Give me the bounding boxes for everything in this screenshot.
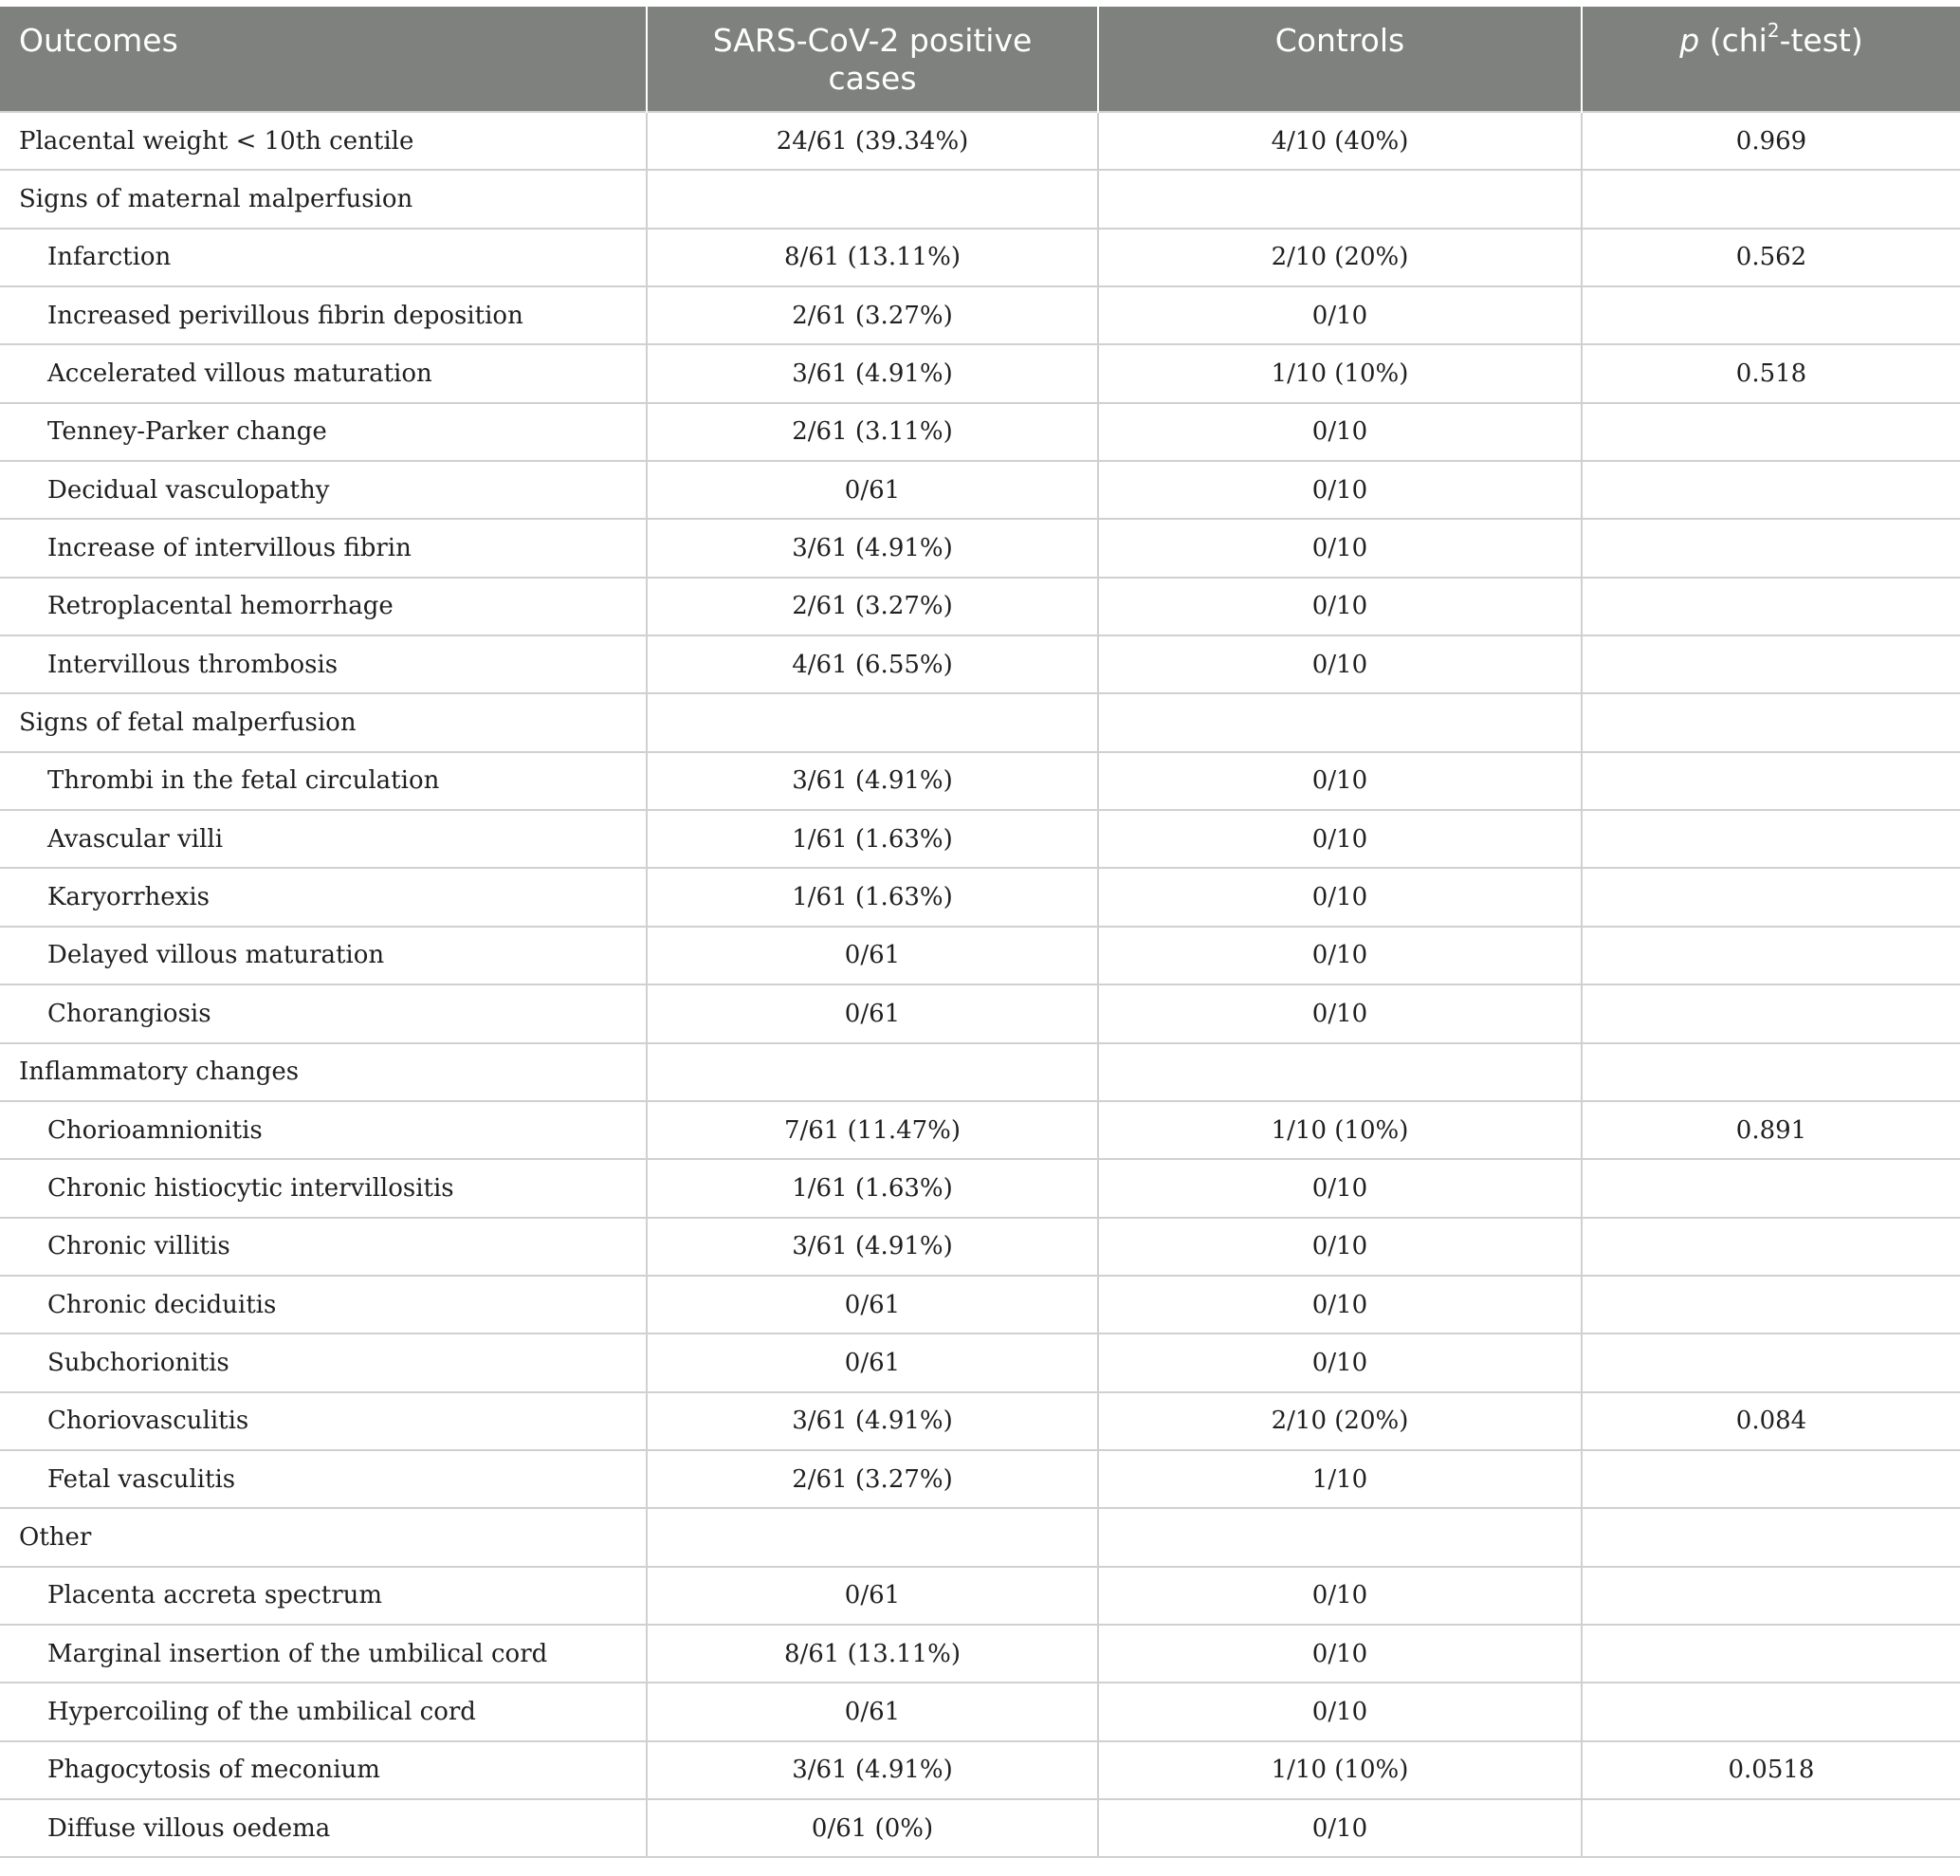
header-p-italic: p	[1679, 22, 1700, 59]
table-row	[0, 461, 1960, 519]
controls-value	[1098, 693, 1582, 751]
table-row	[0, 1333, 1960, 1391]
controls-value: 0/10	[1098, 519, 1582, 577]
p-value	[1582, 1159, 1960, 1217]
p-value	[1582, 1567, 1960, 1625]
controls-value: 0/10	[1098, 984, 1582, 1042]
outcome-label: Fetal vasculitis	[0, 1450, 647, 1508]
outcomes-table	[0, 7, 1960, 1858]
cases-value: 2/61 (3.11%)	[647, 403, 1098, 461]
outcome-label: Thrombi in the fetal circulation	[0, 752, 647, 810]
outcome-label: Diffuse villous oedema	[0, 1799, 647, 1857]
cases-value: 0/61	[647, 461, 1098, 519]
outcome-label: Chorangiosis	[0, 984, 647, 1042]
table-row	[0, 1625, 1960, 1683]
table-row	[0, 1218, 1960, 1276]
controls-value: 0/10	[1098, 286, 1582, 344]
p-value	[1582, 461, 1960, 519]
table-row	[0, 927, 1960, 984]
header-row	[0, 7, 1960, 112]
outcome-label: Placental weight < 10th centile	[0, 112, 647, 170]
p-value	[1582, 984, 1960, 1042]
table-row	[0, 1683, 1960, 1740]
section-row	[0, 693, 1960, 751]
p-value	[1582, 170, 1960, 228]
header-p-value	[1582, 7, 1960, 112]
outcome-label: Karyorrhexis	[0, 868, 647, 926]
controls-value	[1098, 170, 1582, 228]
cases-value: 0/61 (0%)	[647, 1799, 1098, 1857]
controls-value: 0/10	[1098, 403, 1582, 461]
table-row	[0, 752, 1960, 810]
table-row	[0, 344, 1960, 402]
outcome-label: Inflammatory changes	[0, 1043, 647, 1101]
p-value: 0.562	[1582, 229, 1960, 286]
table-row	[0, 1450, 1960, 1508]
cases-value: 3/61 (4.91%)	[647, 344, 1098, 402]
outcome-label: Chronic histiocytic intervillositis	[0, 1159, 647, 1217]
outcome-label: Intervillous thrombosis	[0, 635, 647, 693]
p-value	[1582, 286, 1960, 344]
table-row	[0, 1567, 1960, 1625]
controls-value	[1098, 1043, 1582, 1101]
cases-value: 1/61 (1.63%)	[647, 810, 1098, 868]
outcome-label: Marginal insertion of the umbilical cord	[0, 1625, 647, 1683]
cases-value	[647, 1043, 1098, 1101]
header-cases: SARS-CoV-2 positive cases	[647, 7, 1098, 112]
outcome-label: Choriovasculitis	[0, 1392, 647, 1450]
section-row	[0, 1043, 1960, 1101]
p-value	[1582, 1218, 1960, 1276]
outcome-label: Decidual vasculopathy	[0, 461, 647, 519]
cases-value: 3/61 (4.91%)	[647, 519, 1098, 577]
outcome-label: Signs of maternal malperfusion	[0, 170, 647, 228]
outcome-label: Chronic deciduitis	[0, 1276, 647, 1333]
cases-value: 0/61	[647, 1333, 1098, 1391]
header-controls: Controls	[1098, 7, 1582, 112]
controls-value: 0/10	[1098, 1625, 1582, 1683]
outcome-label: Placenta accreta spectrum	[0, 1567, 647, 1625]
p-value	[1582, 868, 1960, 926]
cases-value: 3/61 (4.91%)	[647, 1741, 1098, 1799]
outcome-label: Avascular villi	[0, 810, 647, 868]
p-value	[1582, 927, 1960, 984]
controls-value: 0/10	[1098, 1567, 1582, 1625]
p-value: 0.0518	[1582, 1741, 1960, 1799]
controls-value: 0/10	[1098, 578, 1582, 635]
controls-value: 1/10 (10%)	[1098, 344, 1582, 402]
controls-value: 0/10	[1098, 752, 1582, 810]
outcome-label: Subchorionitis	[0, 1333, 647, 1391]
outcome-label: Accelerated villous maturation	[0, 344, 647, 402]
p-value	[1582, 578, 1960, 635]
controls-value: 1/10	[1098, 1450, 1582, 1508]
controls-value: 0/10	[1098, 1683, 1582, 1740]
p-value	[1582, 1625, 1960, 1683]
table-row	[0, 1159, 1960, 1217]
cases-value: 0/61	[647, 1567, 1098, 1625]
controls-value: 0/10	[1098, 927, 1582, 984]
table-row	[0, 1276, 1960, 1333]
p-value	[1582, 635, 1960, 693]
controls-value: 0/10	[1098, 1799, 1582, 1857]
section-row	[0, 1508, 1960, 1566]
p-value	[1582, 810, 1960, 868]
cases-value: 3/61 (4.91%)	[647, 1218, 1098, 1276]
cases-value: 3/61 (4.91%)	[647, 1392, 1098, 1450]
controls-value: 4/10 (40%)	[1098, 112, 1582, 170]
cases-value: 2/61 (3.27%)	[647, 286, 1098, 344]
p-value	[1582, 1799, 1960, 1857]
p-value: 0.891	[1582, 1101, 1960, 1159]
p-value	[1582, 1333, 1960, 1391]
table-row	[0, 578, 1960, 635]
outcome-label: Other	[0, 1508, 647, 1566]
header-outcomes: Outcomes	[0, 7, 647, 112]
header-p-rest: (chi	[1699, 22, 1768, 59]
controls-value: 0/10	[1098, 1159, 1582, 1217]
cases-value: 7/61 (11.47%)	[647, 1101, 1098, 1159]
cases-value: 24/61 (39.34%)	[647, 112, 1098, 170]
table-row	[0, 1741, 1960, 1799]
outcome-label: Chronic villitis	[0, 1218, 647, 1276]
table-row	[0, 403, 1960, 461]
cases-value: 2/61 (3.27%)	[647, 578, 1098, 635]
cases-value: 1/61 (1.63%)	[647, 1159, 1098, 1217]
table-body	[0, 112, 1960, 1857]
section-row	[0, 112, 1960, 170]
table-row	[0, 1101, 1960, 1159]
p-value	[1582, 693, 1960, 751]
cases-value: 0/61	[647, 1683, 1098, 1740]
header-p-end: -test)	[1779, 22, 1863, 59]
cases-value	[647, 693, 1098, 751]
outcome-label: Increase of intervillous fibrin	[0, 519, 647, 577]
cases-value: 4/61 (6.55%)	[647, 635, 1098, 693]
cases-value: 2/61 (3.27%)	[647, 1450, 1098, 1508]
p-value	[1582, 1450, 1960, 1508]
header-p-superscript: 2	[1767, 19, 1780, 42]
controls-value: 0/10	[1098, 1218, 1582, 1276]
p-value: 0.518	[1582, 344, 1960, 402]
controls-value: 0/10	[1098, 635, 1582, 693]
controls-value: 1/10 (10%)	[1098, 1741, 1582, 1799]
p-value	[1582, 1508, 1960, 1566]
p-value	[1582, 1276, 1960, 1333]
outcome-label: Chorioamnionitis	[0, 1101, 647, 1159]
controls-value: 2/10 (20%)	[1098, 1392, 1582, 1450]
p-value: 0.969	[1582, 112, 1960, 170]
cases-value: 0/61	[647, 1276, 1098, 1333]
table-row	[0, 1799, 1960, 1857]
controls-value: 0/10	[1098, 868, 1582, 926]
controls-value: 0/10	[1098, 810, 1582, 868]
p-value	[1582, 1683, 1960, 1740]
table-row	[0, 635, 1960, 693]
p-value	[1582, 519, 1960, 577]
outcome-label: Tenney-Parker change	[0, 403, 647, 461]
table-header	[0, 7, 1960, 112]
cases-value: 3/61 (4.91%)	[647, 752, 1098, 810]
outcome-label: Delayed villous maturation	[0, 927, 647, 984]
cases-value: 0/61	[647, 927, 1098, 984]
controls-value: 0/10	[1098, 1333, 1582, 1391]
outcome-label: Infarction	[0, 229, 647, 286]
section-row	[0, 170, 1960, 228]
table-row	[0, 984, 1960, 1042]
outcome-label: Increased perivillous fibrin deposition	[0, 286, 647, 344]
p-value	[1582, 403, 1960, 461]
controls-value: 2/10 (20%)	[1098, 229, 1582, 286]
cases-value: 0/61	[647, 984, 1098, 1042]
outcome-label: Retroplacental hemorrhage	[0, 578, 647, 635]
cases-value	[647, 170, 1098, 228]
controls-value: 0/10	[1098, 1276, 1582, 1333]
outcome-label: Signs of fetal malperfusion	[0, 693, 647, 751]
outcome-label: Hypercoiling of the umbilical cord	[0, 1683, 647, 1740]
outcome-label: Phagocytosis of meconium	[0, 1741, 647, 1799]
controls-value: 1/10 (10%)	[1098, 1101, 1582, 1159]
p-value	[1582, 1043, 1960, 1101]
table-row	[0, 1392, 1960, 1450]
controls-value: 0/10	[1098, 461, 1582, 519]
controls-value	[1098, 1508, 1582, 1566]
table-row	[0, 229, 1960, 286]
table-row	[0, 286, 1960, 344]
cases-value: 8/61 (13.11%)	[647, 229, 1098, 286]
cases-value: 1/61 (1.63%)	[647, 868, 1098, 926]
p-value: 0.084	[1582, 1392, 1960, 1450]
cases-value: 8/61 (13.11%)	[647, 1625, 1098, 1683]
p-value	[1582, 752, 1960, 810]
table-row	[0, 810, 1960, 868]
table-row	[0, 519, 1960, 577]
cases-value	[647, 1508, 1098, 1566]
table-row	[0, 868, 1960, 926]
